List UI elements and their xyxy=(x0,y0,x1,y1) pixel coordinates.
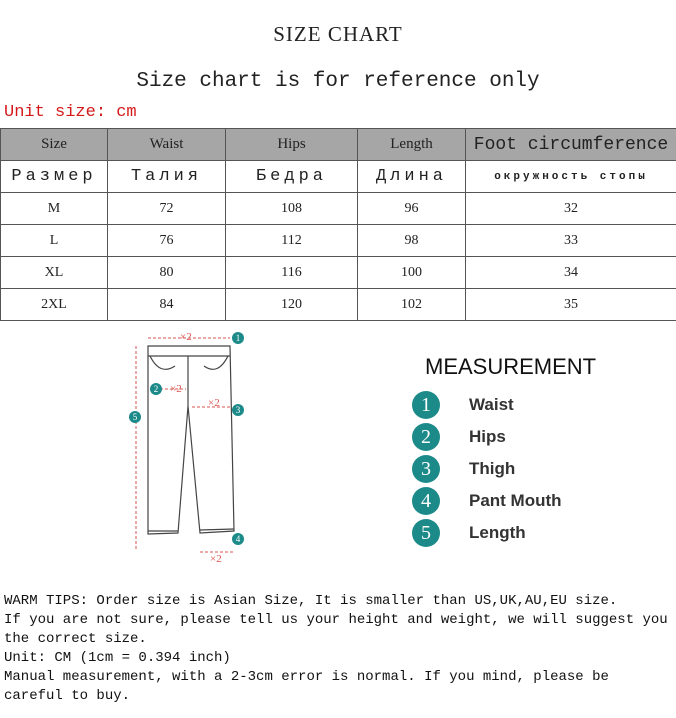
table-row xyxy=(1,289,676,321)
measurement-label: Waist xyxy=(469,395,514,414)
table-header-row xyxy=(1,129,676,161)
measurement-label: Length xyxy=(469,523,526,542)
marker-3-label: 3 xyxy=(235,405,241,415)
tip-line: If you are not sure, please tell us your height and weight, we will suggest you the correct size. xyxy=(4,612,668,647)
page-subtitle: Size chart is for reference only xyxy=(136,70,540,93)
header-ru-waist: Талия xyxy=(108,161,226,193)
cell-foot: 35 xyxy=(466,289,676,321)
number-4-icon: 4 xyxy=(412,487,440,515)
header-hips: Hips xyxy=(226,129,358,161)
header-ru-length: Длина xyxy=(358,161,466,193)
measurement-item-length xyxy=(412,517,526,549)
tip-line: WARM TIPS: Order size is Asian Size, It is smaller than US,UK,AU,EU size. xyxy=(4,593,618,609)
cell-foot: 32 xyxy=(466,193,676,225)
marker-2-label: 2 xyxy=(153,384,159,394)
header-ru-size: Размер xyxy=(1,161,108,193)
cell-hips: 112 xyxy=(226,225,358,257)
table-row xyxy=(1,257,676,289)
cell-size: M xyxy=(1,193,108,225)
cell-waist: 76 xyxy=(108,225,226,257)
cell-waist: 80 xyxy=(108,257,226,289)
cell-length: 96 xyxy=(358,193,466,225)
measurement-item-thigh xyxy=(412,453,515,485)
pants-diagram xyxy=(120,326,250,566)
diagram-markers xyxy=(129,332,244,545)
number-5-icon: 5 xyxy=(412,519,440,547)
cell-size: XL xyxy=(1,257,108,289)
header-waist: Waist xyxy=(108,129,226,161)
size-table xyxy=(0,128,676,321)
table-header-row-ru xyxy=(1,161,676,193)
marker-1-label: 1 xyxy=(235,333,241,343)
cell-hips: 108 xyxy=(226,193,358,225)
cell-hips: 120 xyxy=(226,289,358,321)
cell-foot: 33 xyxy=(466,225,676,257)
waist-multiplier: ×2 xyxy=(180,331,192,343)
cell-waist: 72 xyxy=(108,193,226,225)
header-size: Size xyxy=(1,129,108,161)
header-foot-circumference: Foot circumference xyxy=(466,129,676,161)
cell-size: 2XL xyxy=(1,289,108,321)
tip-line: Manual measurement, with a 2-3cm error is normal. If you mind, please be careful to buy. xyxy=(4,669,609,704)
hips-multiplier: ×2 xyxy=(170,383,182,395)
number-3-icon: 3 xyxy=(412,455,440,483)
cell-foot: 34 xyxy=(466,257,676,289)
cell-size: L xyxy=(1,225,108,257)
warm-tips xyxy=(4,592,672,706)
pants-outline xyxy=(148,346,234,534)
cell-length: 98 xyxy=(358,225,466,257)
table-row xyxy=(1,225,676,257)
measurement-label: Pant Mouth xyxy=(469,491,562,510)
measurement-title: MEASUREMENT xyxy=(425,354,597,379)
pant-mouth-multiplier: ×2 xyxy=(210,553,222,565)
tip-line: Unit: CM (1cm = 0.394 inch) xyxy=(4,650,231,666)
unit-label: Unit size: cm xyxy=(4,103,137,122)
cell-length: 100 xyxy=(358,257,466,289)
cell-waist: 84 xyxy=(108,289,226,321)
header-ru-foot: окружность стопы xyxy=(466,161,676,193)
thigh-multiplier: ×2 xyxy=(208,397,220,409)
table-row xyxy=(1,193,676,225)
header-ru-hips: Бедра xyxy=(226,161,358,193)
marker-5-label: 5 xyxy=(132,412,138,422)
cell-hips: 116 xyxy=(226,257,358,289)
header-length: Length xyxy=(358,129,466,161)
page-title: SIZE CHART xyxy=(273,22,403,46)
number-2-icon: 2 xyxy=(412,423,440,451)
measurement-label: Thigh xyxy=(469,459,516,478)
cell-length: 102 xyxy=(358,289,466,321)
marker-4-label: 4 xyxy=(235,534,241,544)
measurement-item-pant-mouth xyxy=(412,485,562,517)
measurement-item-hips xyxy=(412,421,506,453)
measurement-item-waist xyxy=(412,389,514,421)
number-1-icon: 1 xyxy=(412,391,440,419)
measurement-label: Hips xyxy=(469,427,506,446)
